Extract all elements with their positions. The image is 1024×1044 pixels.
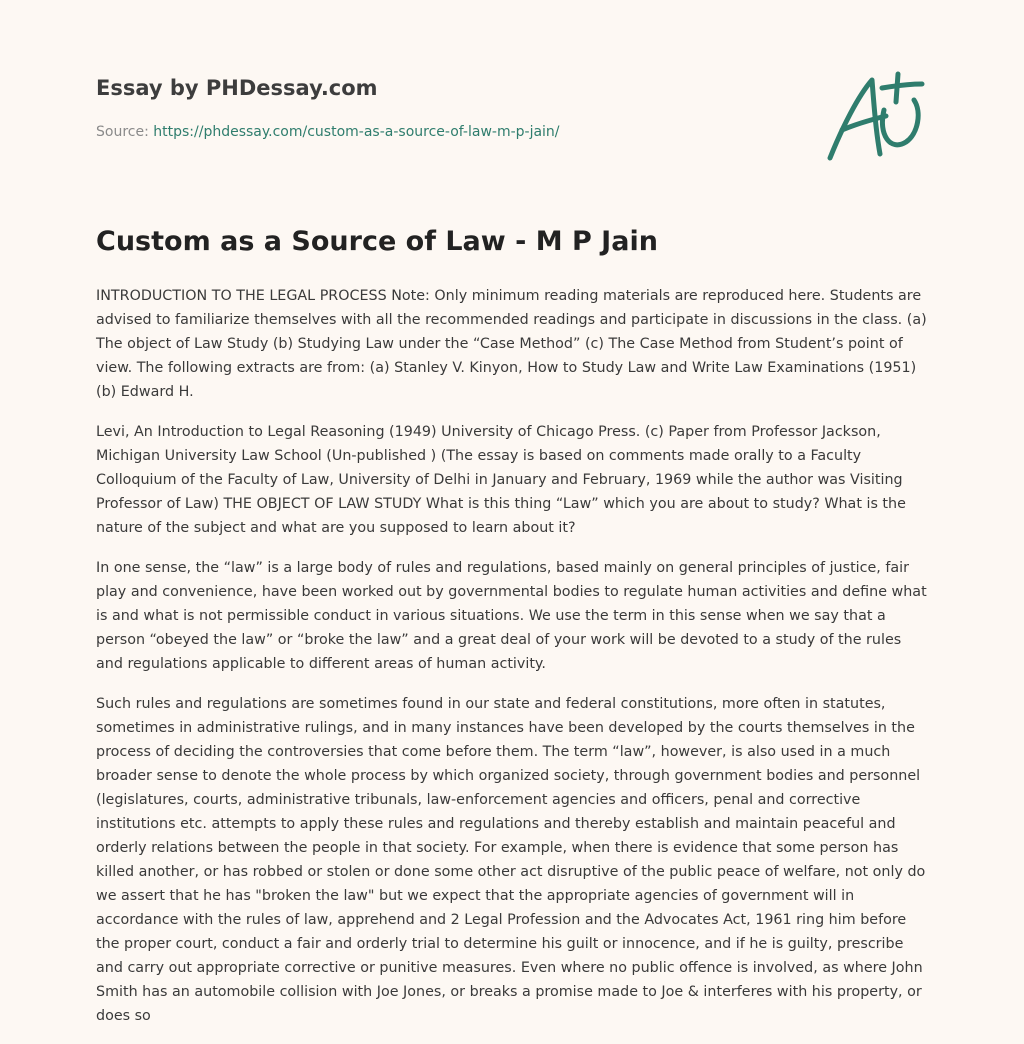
essay-title: Custom as a Source of Law - M P Jain xyxy=(96,226,658,257)
source-line xyxy=(96,124,560,140)
essay-paragraph: Such rules and regulations are sometimes found in our state and federal constitutions, more often in statutes, sometimes in administrative rulings, and in many instances have been developed by the courts themselves in the process of deciding the controversies that come before them. The term “law”, however, is also used in a much broader sense to denote the whole process by which organized society, through government bodies and personnel (legislatures, courts, administrative tribunals, law-enforcement agencies and officers, penal and corrective institutions etc. attempts to apply these rules and regulations and thereby establish and maintain peaceful and orderly relations between the people in that society. For example, when there is evidence that some person has killed another, or has robbed or stolen or done some other act disruptive of the public peace of welfare, not only do we assert that he has "broken the law" but we expect that the appropriate agencies of government will in accordance with the rules of law, apprehend and 2 Legal Profession and the Advocates Act, 1961 ring him before the proper court, conduct a fair and orderly trial to determine his guilt or innocence, and if he is guilty, prescribe and carry out appropriate corrective or punitive measures. Even where no public offence is involved, as where John Smith has an automobile collision with Joe Jones, or breaks a promise made to Joe & interferes with his property, or does so xyxy=(96,696,926,1024)
site-brand: Essay by PHDessay.com xyxy=(96,76,378,100)
essay-body xyxy=(96,284,930,1044)
essay-paragraph: INTRODUCTION TO THE LEGAL PROCESS Note: Only minimum reading materials are reproduced here. Students are advised to familiarize themselves with all the recommended readings and participate in discussions in the class. (a) The object of Law Study (b) Studying Law under the “Case Method” (c) The Case Method from Student’s point of view. The following extracts are from: (a) Stanley V. Kinyon, How to Study Law and Write Law Examinations (1951) (b) Edward H. xyxy=(96,288,927,400)
essay-paragraph: In one sense, the “law” is a large body of rules and regulations, based mainly on general principles of justice, fair play and convenience, have been worked out by governmental bodies to regulate human activities and define what is and what is not permissible conduct in various situations. We use the term in this sense when we say that a person “obeyed the law” or “broke the law” and a great deal of your work will be devoted to a study of the rules and regulations applicable to different areas of human activity. xyxy=(96,560,927,672)
essay-paragraph: Levi, An Introduction to Legal Reasoning (1949) University of Chicago Press. (c) Paper from Professor Jackson, Michigan University Law School (Un-published ) (The essay is based on comments made orally to a Faculty Colloquium of the Faculty of Law, University of Delhi in January and February, 1969 while the author was Visiting Professor of Law) THE OBJECT OF LAW STUDY What is this thing “Law” which you are about to study? What is the nature of the subject and what are you supposed to learn about it? xyxy=(96,424,906,536)
a-plus-logo-icon xyxy=(820,66,930,170)
source-label: Source: xyxy=(96,124,149,140)
source-link[interactable]: https://phdessay.com/custom-as-a-source-of-law-m-p-jain/ xyxy=(153,124,560,140)
